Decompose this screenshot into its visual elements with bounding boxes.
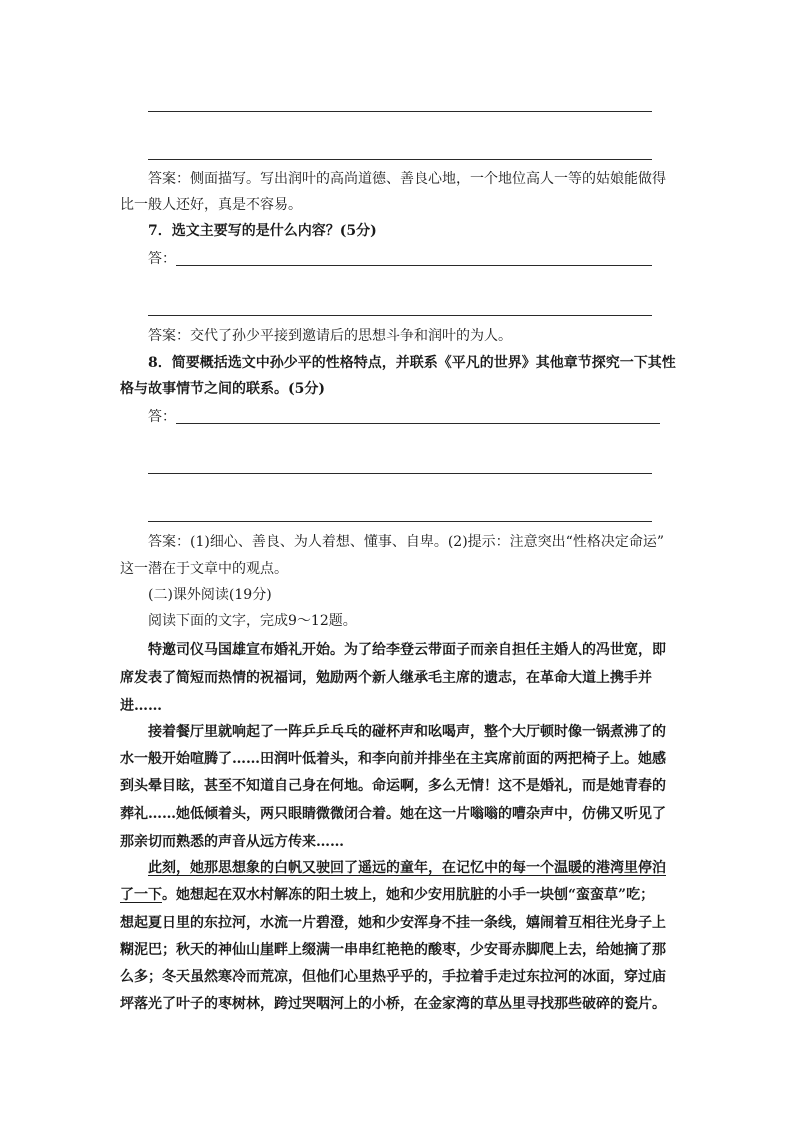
answer-blank-line[interactable] [148,111,652,112]
passage-p3-line-1-underlined: 此刻，她那思想象的白帆又驶回了遥远的童年，在记忆中的每一个温暖的港湾里停泊 [148,860,666,876]
passage-p3-line-6: 坪落光了叶子的枣树林，跨过哭咽河上的小桥，在金家湾的草丛里寻找那些破碎的瓷片。 [120,996,666,1012]
q8-answer-line-2: 这一潜在于文章中的观点。 [120,561,288,577]
passage-p2-line-4: 葬礼……她低倾着头，两只眼睛微微闭合着。她在这一片嗡嗡的嘈杂声中，仿佛又听见了 [120,806,666,822]
answer-blank-line[interactable] [176,423,660,424]
underlined-phrase: 了一下 [120,887,162,903]
section-instruction: 阅读下面的文字，完成9～12题。 [148,613,357,629]
answer-blank-line[interactable] [176,265,652,266]
passage-p1-line-2: 席发表了简短而热情的祝福词，勉励两个新人继承毛主席的遗志，在革命大道上携手并 [120,670,652,686]
section-title: (二)课外阅读(19分) [148,587,272,603]
q8-question-line-1: 8．简要概括选文中孙少平的性格特点，并联系《平凡的世界》其他章节探究一下其性 [148,355,676,371]
q8-answer-prompt: 答： [148,409,176,425]
passage-p3-line-4: 糊泥巴；秋天的神仙山崖畔上缀满一串串红艳艳的酸枣，少安哥赤脚爬上去，给她摘了那 [120,942,666,958]
q7-answer-line-1: 答案：交代了孙少平接到邀请后的思想斗争和润叶的为人。 [148,328,512,344]
q6-answer-line-2: 比一般人还好，真是不容易。 [120,197,302,213]
q7-question: 7．选文主要写的是什么内容？(5分) [148,223,377,239]
q6-answer-line-1: 答案：侧面描写。写出润叶的高尚道德、善良心地，一个地位高人一等的姑娘能做得 [148,171,666,187]
passage-p2-line-1: 接着餐厅里就响起了一阵乒乒乓乓的碰杯声和吆喝声，整个大厅顿时像一锅煮沸了的 [148,724,666,740]
passage-p3-line-3: 想起夏日里的东拉河，水流一片碧澄，她和少安浑身不挂一条线，嬉闹着互相往光身子上 [120,915,666,931]
answer-blank-line[interactable] [148,159,652,160]
passage-p3-line-2-rest: 。她想起在双水村解冻的阳土坡上，她和少安用肮脏的小手一块刨“蛮蛮草”吃； [162,887,655,903]
passage-p3-line-5: 么多；冬天虽然寒冷而荒凉，但他们心里热乎乎的，手拉着手走过东拉河的冰面，穿过庙 [120,969,666,985]
q8-answer-line-1: 答案：(1)细心、善良、为人着想、懂事、自卑。(2)提示：注意突出“性格决定命运” [148,534,664,550]
passage-p2-line-5: 那亲切而熟悉的声音从远方传来…… [120,834,344,850]
passage-p1-line-3: 进…… [120,698,162,714]
answer-blank-line[interactable] [148,315,652,316]
passage-p1-line-1: 特邀司仪马国雄宣布婚礼开始。为了给李登云带面子而亲自担任主婚人的冯世宽，即 [148,642,666,658]
passage-p3-line-2 [120,886,680,904]
q7-answer-prompt: 答： [148,251,176,267]
passage-p2-line-3: 到头晕目眩，甚至不知道自己身在何地。命运啊，多么无情！这不是婚礼，而是她青春的 [120,778,666,794]
answer-blank-line[interactable] [148,521,652,522]
passage-p2-line-2: 水一般开始喧腾了……田润叶低着头，和李向前并排坐在主宾席前面的两把椅子上。她感 [120,751,666,767]
q8-question-line-2: 格与故事情节之间的联系。(5分) [120,381,325,397]
answer-blank-line[interactable] [148,473,652,474]
